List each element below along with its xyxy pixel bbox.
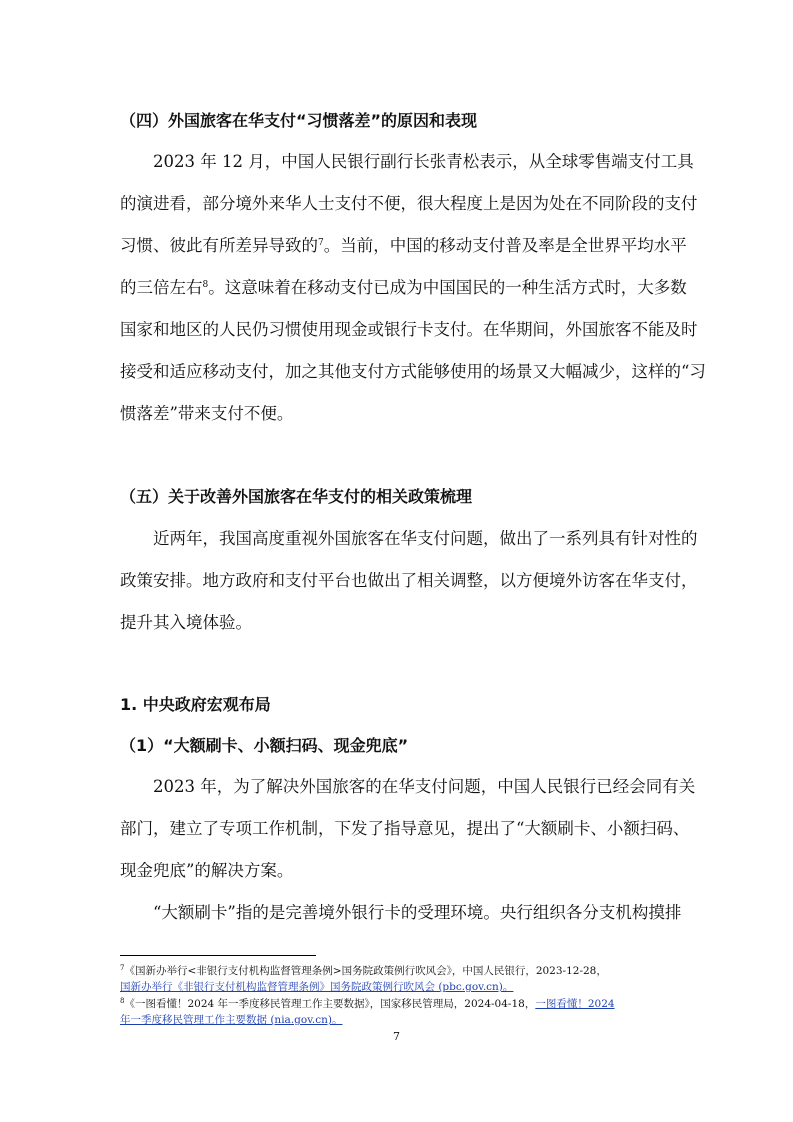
footnote-7-link[interactable]: 国新办举行《非银行支付机构监督管理条例》国务院政策例行吹风会 (pbc.gov.cn)。 <box>120 981 514 993</box>
paragraph-line: 2023 年 12 月，中国人民银行副行长张青松表示，从全球零售端支付工具 <box>153 152 694 171</box>
footnote-8-link-cont[interactable]: 年一季度移民管理工作主要数据 (nia.gov.cn)。 <box>120 1014 343 1026</box>
footnote-separator <box>120 955 316 956</box>
subsection-1-1-heading: （1）“大额刷卡、小额扫码、现金兜底” <box>120 736 409 755</box>
paragraph-line: 提升其入境体验。 <box>120 613 252 632</box>
paragraph-line: 近两年，我国高度重视外国旅客在华支付问题，做出了一系列具有针对性的 <box>153 529 698 548</box>
footnote-8: $^8$《一图看懂！2024 年一季度移民管理工作主要数据》，国家移民管理局，2024-04-18，一图看懂！2024 <box>120 997 615 1010</box>
footnote-7-link-line <box>120 979 680 994</box>
footnote-8-link[interactable]: 一图看懂！2024 <box>535 998 615 1010</box>
section-4-heading: （四）外国旅客在华支付“习惯落差”的原因和表现 <box>120 111 478 130</box>
footnote-7: $^7$《国新办举行<非银行支付机构监督管理条例>国务院政策例行吹风会》，中国人民银行，2023-12-28， <box>120 964 607 977</box>
paragraph-line: 国家和地区的人民仍习惯使用现金或银行卡支付。在华期间，外国旅客不能及时 <box>120 320 698 339</box>
paragraph-line: “大额刷卡”指的是完善境外银行卡的受理环境。央行组织各分支机构摸排 <box>153 903 682 922</box>
paragraph-line: 接受和适应移动支付，加之其他支付方式能够使用的场景又大幅减少，这样的“习 <box>120 362 706 381</box>
paragraph-line: 的演进看，部分境外来华人士支付不便，很大程度上是因为处在不同阶段的支付 <box>120 194 698 213</box>
paragraph-line: 现金兜底”的解决方案。 <box>120 861 294 880</box>
footnote-ref-7[interactable]: 7 <box>318 238 324 248</box>
paragraph-line: 惯落差”带来支付不便。 <box>120 404 294 423</box>
page-number: 7 <box>393 1030 400 1043</box>
paragraph-line: 部门，建立了专项工作机制，下发了指导意见，提出了“大额刷卡、小额扫码、 <box>120 819 690 838</box>
paragraph-line: 2023 年，为了解决外国旅客的在华支付问题，中国人民银行已经会同有关 <box>153 777 696 796</box>
paragraph-line: 的三倍左右$^8$。这意味着在移动支付已成为中国国民的一种生活方式时，大多数 <box>120 278 687 297</box>
footnote-ref-8[interactable]: 8 <box>202 280 209 290</box>
paragraph-line: 习惯、彼此有所差异导致的$^7$。当前，中国的移动支付普及率是全世界平均水平 <box>120 236 687 255</box>
footnote-8-link-line <box>120 1012 680 1027</box>
subsection-1-heading: 1. 中央政府宏观布局 <box>120 695 271 714</box>
section-5-heading: （五）关于改善外国旅客在华支付的相关政策梳理 <box>120 487 473 506</box>
paragraph-line: 政策安排。地方政府和支付平台也做出了相关调整，以方便境外访客在华支付， <box>120 571 698 590</box>
